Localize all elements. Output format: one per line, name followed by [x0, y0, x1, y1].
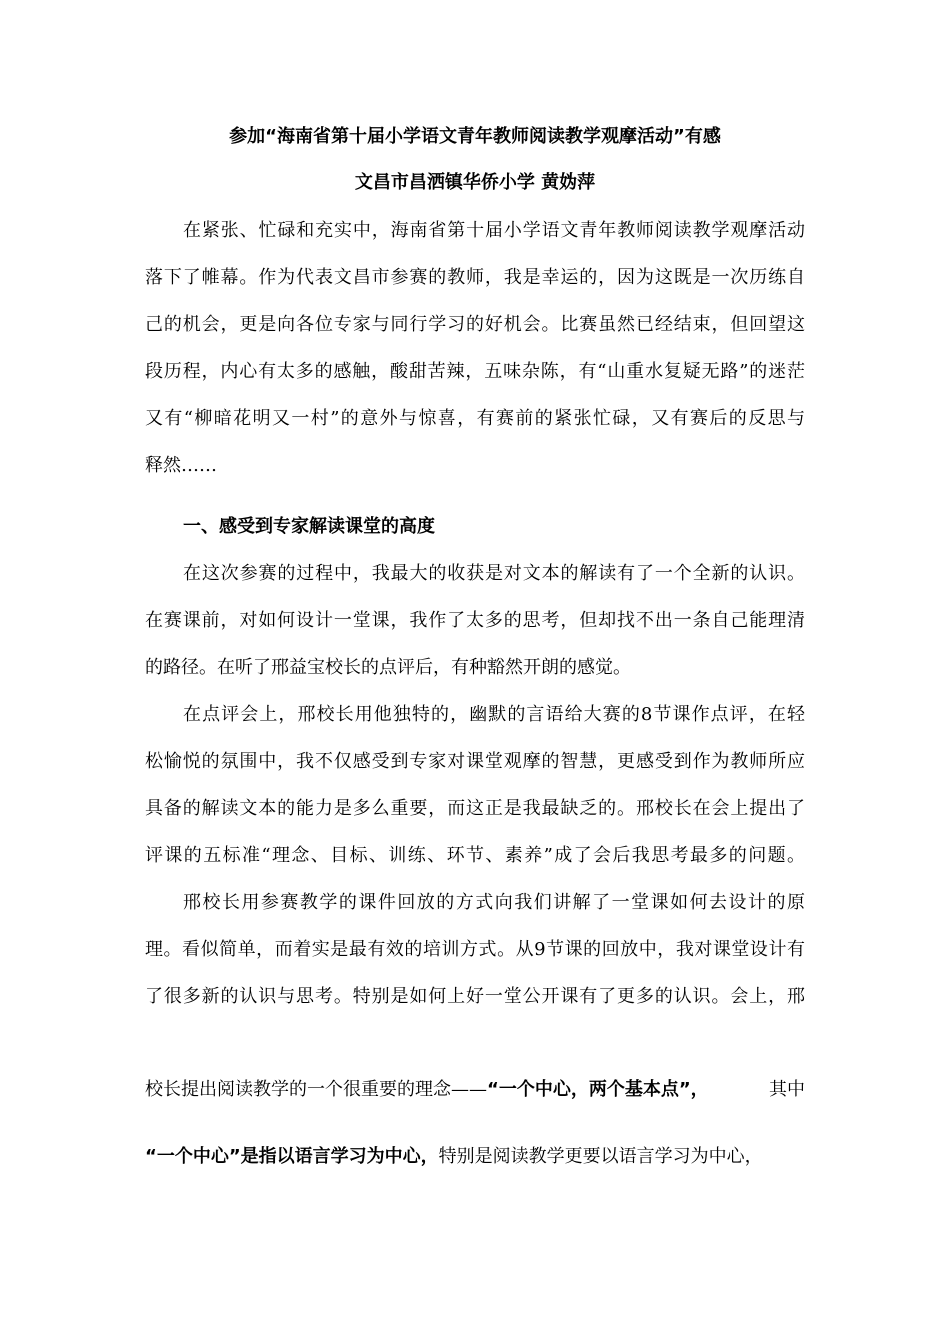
- text-line: 具备的解读文本的能力是多么重要，而这正是我最缺乏的。邢校长在会上提出了: [145, 798, 805, 819]
- text-line: 在这次参赛的过程中，我最大的收获是对文本的解读有了一个全新的认识。: [183, 563, 805, 584]
- text-line: 落下了帷幕。作为代表文昌市参赛的教师，我是幸运的，因为这既是一次历练自: [145, 267, 805, 288]
- bold-text: “一个中心，两个基本点”，: [487, 1079, 709, 1100]
- text-line: 在点评会上，邢校长用他独特的，幽默的言语给大赛的8节课作点评，在轻: [183, 704, 805, 725]
- plain-text: 特别是阅读教学更要以语言学习为中心，: [438, 1146, 763, 1167]
- document-title: 参加“海南省第十届小学语文青年教师阅读教学观摩活动”有感: [229, 126, 721, 147]
- text-line: 了很多新的认识与思考。特别是如何上好一堂公开课有了更多的认识。会上，邢: [145, 986, 805, 1007]
- text-line: 己的机会，更是向各位专家与同行学习的好机会。比赛虽然已经结束，但回望这: [145, 314, 805, 335]
- section-heading: 一、感受到专家解读课堂的高度: [183, 516, 435, 537]
- text-line: 在赛课前，对如何设计一堂课，我作了太多的思考，但却找不出一条自己能理清: [145, 610, 805, 631]
- text-line: [145, 1144, 805, 1170]
- text-line: 松愉悦的氛围中，我不仅感受到专家对课堂观摩的智慧，更感受到作为教师所应: [145, 751, 805, 772]
- text-line: 理。看似简单，而着实是最有效的培训方式。从9节课的回放中，我对课堂设计有: [145, 939, 805, 960]
- plain-text: 其中: [769, 1079, 805, 1100]
- text-line: [145, 1077, 805, 1103]
- text-line: 释然……: [145, 455, 217, 476]
- plain-text: 校长提出阅读教学的一个很重要的理念——: [145, 1079, 487, 1100]
- text-line: 在紧张、忙碌和充实中，海南省第十届小学语文青年教师阅读教学观摩活动: [183, 220, 805, 241]
- text-line: 段历程，内心有太多的感触，酸甜苦辣，五味杂陈，有“山重水复疑无路”的迷茫: [145, 361, 805, 382]
- text-line: 又有“柳暗花明又一村”的意外与惊喜，有赛前的紧张忙碌，又有赛后的反思与: [145, 408, 805, 429]
- text-line: 的路径。在听了邢益宝校长的点评后，有种豁然开朗的感觉。: [145, 657, 631, 678]
- text-line: 邢校长用参赛教学的课件回放的方式向我们讲解了一堂课如何去设计的原: [183, 892, 805, 913]
- bold-text: “一个中心”是指以语言学习为中心，: [145, 1146, 439, 1167]
- author-byline: 文昌市昌洒镇华侨小学 黄妫萍: [354, 172, 596, 193]
- text-line: 评课的五标准“理念、目标、训练、环节、素养”成了会后我思考最多的问题。: [145, 845, 805, 866]
